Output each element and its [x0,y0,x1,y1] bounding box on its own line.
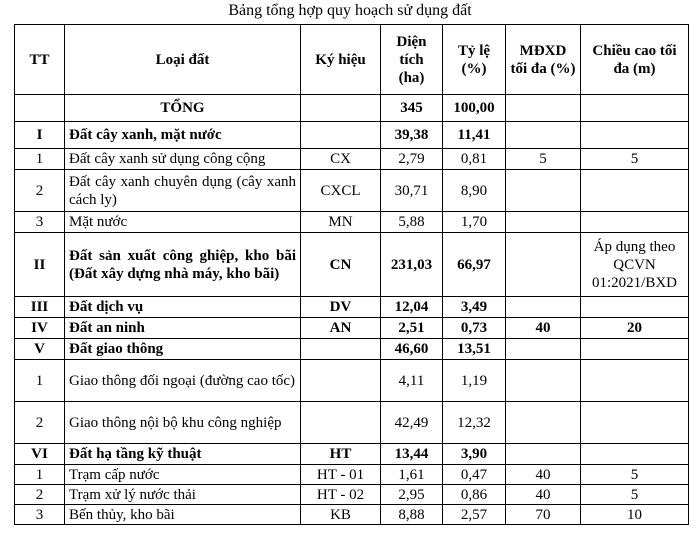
row-code: MN [301,212,381,233]
row-tt: V [15,339,65,360]
row-mdxd [506,297,581,318]
row-name: Đất giao thông [65,339,301,360]
row-height [581,170,689,212]
row-height [581,297,689,318]
row-ratio: 8,90 [443,170,506,212]
row-area: 1,61 [381,465,443,485]
header-tt: TT [15,25,65,95]
row-name: Đất cây xanh, mặt nước [65,122,301,149]
row-name: Đất cây xanh sử dụng công cộng [65,149,301,170]
row-height: 5 [581,465,689,485]
row-name: Trạm cấp nước [65,465,301,485]
header-area: Diện tích (ha) [381,25,443,95]
row-ratio: 3,90 [443,444,506,465]
row-tt: 1 [15,465,65,485]
row-tt: 2 [15,402,65,444]
row-height: Áp dụng theo QCVN 01:2021/BXD [581,233,689,297]
row-tt: II [15,233,65,297]
total-ratio: 100,00 [443,95,506,122]
land-use-table [14,24,689,525]
row-area: 46,60 [381,339,443,360]
row-mdxd [506,122,581,149]
table-row [15,122,689,149]
row-tt: III [15,297,65,318]
row-tt: 1 [15,360,65,402]
table-row [15,149,689,170]
table-row [15,170,689,212]
row-height [581,122,689,149]
row-mdxd [506,233,581,297]
row-code [301,339,381,360]
row-tt: 3 [15,212,65,233]
row-area: 13,44 [381,444,443,465]
row-mdxd: 70 [506,505,581,525]
row-name: Đất dịch vụ [65,297,301,318]
total-label: TỔNG [65,95,301,122]
row-code: KB [301,505,381,525]
row-mdxd [506,170,581,212]
table-row [15,318,689,339]
row-area: 231,03 [381,233,443,297]
table-row [15,444,689,465]
row-code: AN [301,318,381,339]
row-height [581,402,689,444]
row-height [581,339,689,360]
row-ratio: 12,32 [443,402,506,444]
row-mdxd: 40 [506,485,581,505]
row-ratio: 2,57 [443,505,506,525]
row-code [301,360,381,402]
row-mdxd [506,402,581,444]
row-name: Giao thông đối ngoại (đường cao tốc) [65,360,301,402]
row-area: 2,79 [381,149,443,170]
table-row [15,360,689,402]
header-row [15,25,689,95]
row-tt: 1 [15,149,65,170]
row-area: 30,71 [381,170,443,212]
row-code: HT - 01 [301,465,381,485]
row-code [301,122,381,149]
header-height: Chiều cao tối đa (m) [581,25,689,95]
row-ratio: 0,73 [443,318,506,339]
row-code: DV [301,297,381,318]
row-tt: 3 [15,505,65,525]
table-caption: Bảng tổng hợp quy hoạch sử dụng đất [228,2,472,19]
row-height: 20 [581,318,689,339]
row-height: 5 [581,149,689,170]
row-area: 39,38 [381,122,443,149]
row-mdxd: 5 [506,149,581,170]
row-code: HT [301,444,381,465]
row-area: 42,49 [381,402,443,444]
row-code: HT - 02 [301,485,381,505]
row-ratio: 66,97 [443,233,506,297]
row-height [581,360,689,402]
row-name: Mặt nước [65,212,301,233]
row-mdxd: 40 [506,465,581,485]
row-mdxd: 40 [506,318,581,339]
row-area: 2,51 [381,318,443,339]
row-height: 10 [581,505,689,525]
row-name: Bến thủy, kho bãi [65,505,301,525]
row-ratio: 1,70 [443,212,506,233]
row-area: 12,04 [381,297,443,318]
row-mdxd [506,444,581,465]
header-density: MĐXD tối đa (%) [506,25,581,95]
row-ratio: 0,86 [443,485,506,505]
row-mdxd [506,360,581,402]
header-ratio: Tỷ lệ (%) [443,25,506,95]
row-area: 8,88 [381,505,443,525]
table-row [15,485,689,505]
row-ratio: 11,41 [443,122,506,149]
row-area: 5,88 [381,212,443,233]
row-ratio: 13,51 [443,339,506,360]
row-height [581,212,689,233]
row-ratio: 1,19 [443,360,506,402]
table-row [15,212,689,233]
row-name: Đất cây xanh chuyên dụng (cây xanh cách ly) [65,170,301,212]
row-height: 5 [581,485,689,505]
total-row [15,95,689,122]
row-ratio: 3,49 [443,297,506,318]
table-row [15,505,689,525]
row-mdxd [506,339,581,360]
row-height [581,444,689,465]
row-code: CN [301,233,381,297]
table-row [15,297,689,318]
row-tt: IV [15,318,65,339]
row-tt: 2 [15,485,65,505]
row-code [301,402,381,444]
row-name: Đất sản xuất công ghiệp, kho bãi (Đất xây dựng nhà máy, kho bãi) [65,233,301,297]
row-area: 4,11 [381,360,443,402]
table-row [15,339,689,360]
row-name: Đất an ninh [65,318,301,339]
row-tt: VI [15,444,65,465]
row-tt: 2 [15,170,65,212]
row-ratio: 0,81 [443,149,506,170]
row-name: Giao thông nội bộ khu công nghiệp [65,402,301,444]
header-symbol: Ký hiệu [301,25,381,95]
row-name: Trạm xử lý nước thải [65,485,301,505]
row-ratio: 0,47 [443,465,506,485]
header-land-type: Loại đất [65,25,301,95]
row-code: CXCL [301,170,381,212]
row-name: Đất hạ tầng kỹ thuật [65,444,301,465]
row-code: CX [301,149,381,170]
table-row [15,233,689,297]
row-mdxd [506,212,581,233]
table-row [15,465,689,485]
row-area: 2,95 [381,485,443,505]
row-tt: I [15,122,65,149]
table-row [15,402,689,444]
total-area: 345 [381,95,443,122]
